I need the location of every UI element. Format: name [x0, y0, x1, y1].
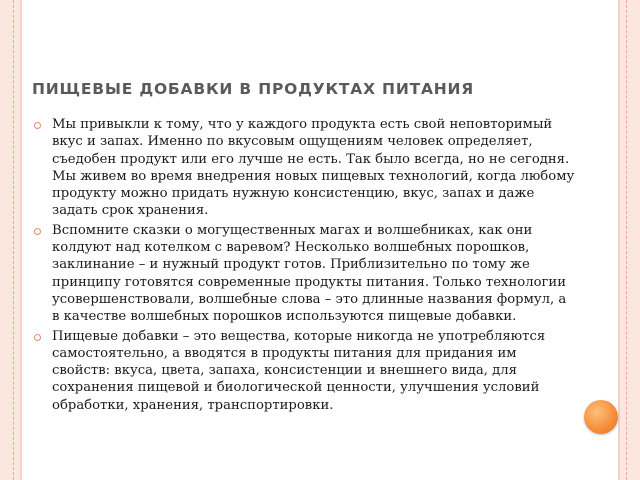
- paragraph-text: Вспомните сказки о могущественных магах и волшебниках, как они колдуют над котелком с варевом? Несколько волшебных порошков, заклинание – и нужный продукт готов. Приблизительно по тому же принципу готовятся современные продукты питания. Только технологии усовершенствовали, волшебные слова – это длинные названия формул, а в качестве волшебных порошков используются пищевые добавки.: [52, 222, 567, 325]
- bullet-paragraph-1: [32, 116, 577, 220]
- right-stitched-border: [619, 0, 640, 480]
- slide-title: ПИЩЕВЫЕ ДОБАВКИ В ПРОДУКТАХ ПИТАНИЯ: [32, 80, 475, 98]
- orange-circle-icon: [584, 400, 618, 434]
- circle-bullet-icon: [34, 228, 41, 235]
- paragraph-text: Мы привыкли к тому, что у каждого продукта есть свой неповторимый вкус и запах. Именно по вкусовым ощущениям человек определяет, съедобен продукт или его лучше не есть. Так было всегда, но не сегодня. Мы живем во время внедрения новых пищевых технологий, когда любому продукту можно придать нужную консистенцию, вкус, запах и даже задать срок хранения.: [52, 117, 575, 219]
- bullet-paragraph-3: [32, 328, 577, 414]
- paragraph-text: Пищевые добавки – это вещества, которые никогда не употребляются самостоятельно, а вводятся в продукты питания для придания им свойств: вкуса, цвета, запаха, консистенции и внешнего вида, для сохранения пищевой и биологической ценности, улучшения условий обработки, хранения, транспортировки.: [52, 328, 546, 413]
- left-stitched-border: [0, 0, 21, 480]
- circle-bullet-icon: [34, 122, 41, 129]
- slide-body: [32, 116, 577, 416]
- content-panel: [20, 0, 620, 480]
- bullet-paragraph-2: [32, 222, 577, 326]
- circle-bullet-icon: [34, 334, 41, 341]
